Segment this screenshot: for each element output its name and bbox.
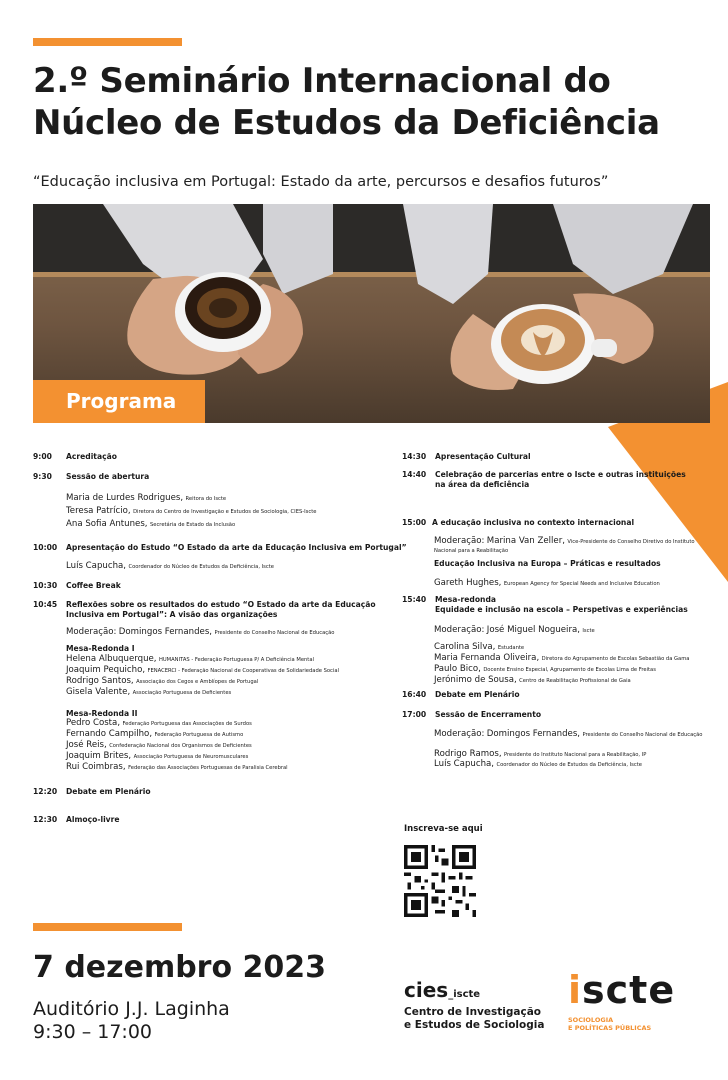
speaker: Luís Capucha, Coordenador do Núcleo de Estudos da Deficiência, Iscte	[66, 561, 274, 571]
item-1030	[33, 581, 121, 591]
event-date: 7 dezembro 2023	[33, 950, 327, 985]
item-title-line-1: Celebração de parcerias entre o Iscte e outras instituições	[435, 470, 686, 479]
item-1230	[33, 815, 120, 825]
speaker: Gareth Hughes, European Agency for Special Needs and Inclusive Education	[434, 578, 660, 588]
time: 12:30	[33, 815, 58, 824]
round-table-1-list	[66, 654, 339, 698]
round-table-1-title: Mesa-Redonda I	[66, 644, 135, 653]
cies-name: Centro de Investigação e Estudos de Sociologia	[404, 1006, 545, 1031]
speaker: Rodrigo Santos, Associação dos Cegos e Amblíopes de Portugal	[66, 676, 259, 686]
item-1430	[402, 452, 531, 462]
time: 14:40	[402, 470, 427, 479]
speaker: Pedro Costa, Federação Portuguesa das Associações de Surdos	[66, 718, 252, 728]
item-title: Debate em Plenário	[66, 787, 151, 796]
time: 14:30	[402, 452, 427, 461]
item-title: Sessão de Encerramento	[435, 710, 542, 719]
page-title	[33, 60, 713, 144]
time: 15:40	[402, 595, 427, 604]
item-title: Debate em Plenário	[435, 690, 520, 699]
item-1500	[402, 518, 634, 528]
time: 15:00	[402, 518, 427, 527]
time: 17:00	[402, 710, 427, 719]
title-line-2: Núcleo de Estudos da Deficiência	[33, 103, 660, 143]
time: 12:20	[33, 787, 58, 796]
item-1000	[33, 543, 407, 553]
item-1540	[402, 595, 688, 615]
speaker: Helena Albuquerque, HUMANITAS - Federação Portuguesa P/ A Deficiência Mental	[66, 654, 314, 664]
qr-code[interactable]	[404, 845, 476, 917]
moderation: Moderação: Marina Van Zeller, Vice-Presidente do Conselho Diretivo do Instituto	[434, 536, 695, 546]
moderation: Moderação: Domingos Fernandes, Presidente do Conselho Nacional de Educação	[66, 627, 335, 637]
iscte-subtitle: SOCIOLOGIA E POLÍTICAS PÚBLICAS	[568, 1016, 652, 1032]
iscte-logo: iscte	[568, 968, 676, 1012]
speaker: Teresa Patrício, Diretora do Centro de Investigação e Estudos de Sociologia, CIES-Iscte	[66, 506, 317, 516]
item-title: Coffee Break	[66, 581, 121, 590]
item-title: Apresentação do Estudo “O Estado da arte da Educação Inclusiva em Portugal”	[66, 543, 407, 552]
speaker: Ana Sofia Antunes, Secretária de Estado da Inclusão	[66, 519, 236, 529]
item-0900	[33, 452, 117, 462]
round-table-2-title: Mesa-Redonda II	[66, 709, 138, 718]
moderation: Moderação: José Miguel Nogueira, Iscte	[434, 625, 595, 635]
item-title: Acreditação	[66, 452, 117, 461]
event-hours: 9:30 – 17:00	[33, 1021, 153, 1043]
item-1440	[402, 470, 686, 490]
item-title-line-2: Equidade e inclusão na escola – Perspetivas e experiências	[435, 605, 688, 614]
item-title-line-1: Reflexões sobre os resultados do estudo “O Estado da arte da Educação	[66, 600, 376, 609]
speaker: Rui Coimbras, Federação das Associações Portuguesas de Paralisia Cerebral	[66, 762, 288, 772]
time: 10:00	[33, 543, 58, 552]
speaker: Rodrigo Ramos, Presidente do Instituto Nacional para a Reabilitação, IP	[434, 749, 647, 759]
item-title: Almoço-livre	[66, 815, 120, 824]
speaker: Joaquim Pequicho, FENACERCI - Federação Nacional de Cooperativas de Solidariedade Social	[66, 665, 339, 675]
time: 10:45	[33, 600, 58, 609]
top-accent-bar	[33, 38, 182, 46]
item-1640	[402, 690, 520, 700]
round-table-3-list	[434, 642, 689, 686]
item-title: A educação inclusiva no contexto internacional	[432, 518, 635, 527]
item-title: Apresentação Cultural	[435, 452, 531, 461]
register-label: Inscreva-se aqui	[404, 824, 483, 834]
programa-label: Programa	[33, 380, 205, 423]
moderation-role-cont: Nacional para a Reabilitação	[434, 548, 509, 554]
round-table-2-list	[66, 718, 288, 773]
event-venue	[33, 998, 230, 1044]
moderation: Moderação: Domingos Fernandes, Presidente do Conselho Nacional de Educação	[434, 729, 703, 739]
speaker: Jerónimo de Sousa, Centro de Reabilitação Profissional de Gaia	[434, 675, 631, 685]
speaker: Maria Fernanda Oliveira, Diretora do Agrupamento de Escolas Sebastião da Gama	[434, 653, 690, 663]
cies-logo: cies_iscte	[404, 978, 481, 1002]
subsession-title: Educação Inclusiva na Europa – Práticas e resultados	[434, 559, 661, 568]
bottom-accent-bar	[33, 923, 182, 931]
subtitle: “Educação inclusiva em Portugal: Estado da arte, percursos e desafios futuros”	[33, 174, 609, 190]
speaker: Fernando Campilho, Federação Portuguesa de Autismo	[66, 729, 244, 739]
item-1045	[33, 600, 376, 620]
item-title-line-1: Mesa-redonda	[435, 595, 497, 604]
time: 9:00	[33, 452, 52, 461]
speaker: Luís Capucha, Coordenador do Núcleo de Estudos da Deficiência, Iscte	[434, 759, 642, 769]
speaker: José Reis, Confederação Nacional dos Organismos de Deficientes	[66, 740, 252, 750]
speaker: Paulo Bico, Docente Ensino Especial, Agrupamento de Escolas Lima de Freitas	[434, 664, 656, 674]
title-line-1: 2.º Seminário Internacional do	[33, 61, 611, 101]
item-0930	[33, 472, 149, 482]
item-1700	[402, 710, 541, 720]
speaker: Joaquim Brites, Associação Portuguesa de Neuromusculares	[66, 751, 249, 761]
time: 9:30	[33, 472, 52, 481]
speaker: Gisela Valente, Associação Portuguesa de Deficientes	[66, 687, 232, 697]
time: 16:40	[402, 690, 427, 699]
item-title-line-2: na área da deficiência	[435, 480, 530, 489]
item-title-line-2: Inclusiva em Portugal”: A visão das organizações	[66, 610, 278, 619]
speaker: Maria de Lurdes Rodrigues, Reitora do Iscte	[66, 493, 227, 503]
item-title: Sessão de abertura	[66, 472, 150, 481]
speaker: Carolina Silva, Estudante	[434, 642, 525, 652]
time: 10:30	[33, 581, 58, 590]
item-1220	[33, 787, 151, 797]
venue-name: Auditório J.J. Laginha	[33, 998, 230, 1020]
